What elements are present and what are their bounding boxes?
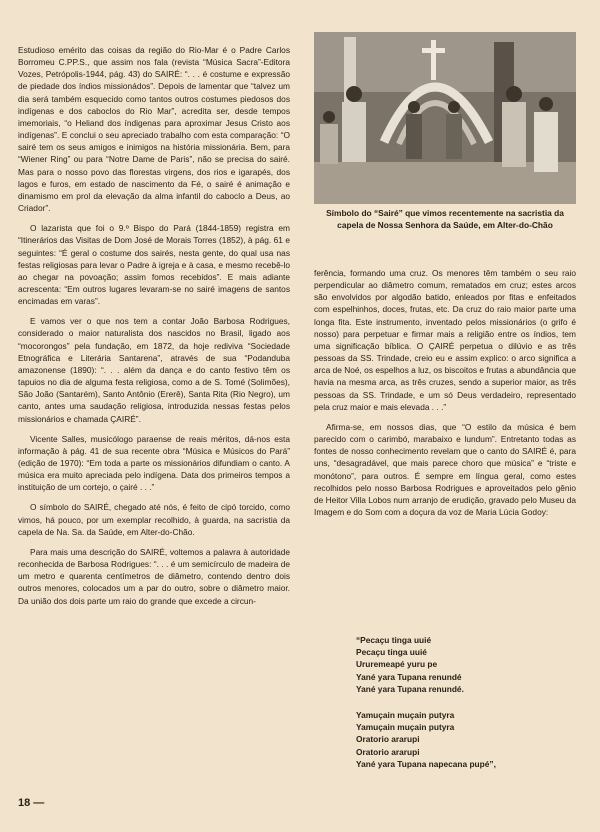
poem-line: Yamuçain muçain putyra xyxy=(356,722,455,733)
poem-line: Pecaçu tinga uuié xyxy=(356,647,427,658)
paragraph: Vicente Salles, musicólogo paraense de reais méritos, dá-nos esta informação à pág. 41 de sua recente obra “Música e Músicos do Pará” (edição de 1970): “Em toda a parte os missionários difundiam o canto. A música era muito apreciada pelo indígena. Data dos primeiros tempos a instituição de um cortejo, o çairé . . .” xyxy=(18,433,290,493)
sairé-photograph xyxy=(314,32,576,204)
paragraph: Afirma-se, em nossos dias, que “O estilo da música é bem parecido com o carimbó, marabaixo e lundum”. Entretanto todas as fontes de nosso conhecimento revelam que o canto do SAIRÉ é, para uns, “desagradável, que mais parece choro que música” e “triste e monótono”, para outros. É sempre em língua geral, como estes recolhidos pelo nosso Barbosa Rodrigues e aproveitados pelo gênio de Heitor Villa Lobos num arranjo de erudição, gravado pelo Museu da Imagem e do Som com a doçura da voz de Maria Lúcia Godoy: xyxy=(314,421,576,517)
paragraph: O símbolo do SAIRÉ, chegado até nós, é feito de cipó torcido, como vimos, há pouco, por um exemplar recolhido, à guarda, na sacristia da capela de Na. Sa. da Saúde, em Alter-do-Chão. xyxy=(18,502,290,537)
poem-line: “Pecaçu tinga uuié xyxy=(356,635,432,645)
poem-stanza xyxy=(356,634,586,695)
poem-line: Yané yara Tupana renundé xyxy=(356,671,462,682)
poem-block xyxy=(356,634,586,784)
poem-line: Yamuçain muçain putyra xyxy=(356,710,455,721)
poem-line: Yané yara Tupana renundé. xyxy=(356,683,464,694)
paragraph: E vamos ver o que nos tem a contar João Barbosa Rodrigues, considerado o maior naturalista dos nascidos no Brasil, ligado aos “mocorongos” pela fundação, em 1872, da hoje rediviva “Sociedade Etnográfica e Literária Santarena”, através de sua “Podanduba amazonense (1890): “. . . além da dança e do canto festivo têm os tapuios no dia de alguma festa religiosa, como a de S. Tomé (Solimões), São João (Santarém), Santo Antônio (Ererê), Santa Rita (Rio Negro), um canto, antes uma saudação religiosa, introduzida nessas festas pelos missionários e chamada ÇAIRÉ”. xyxy=(18,316,290,424)
poem-line: Oratorio ararupi xyxy=(356,734,420,745)
poem-line: Ururemeapé yuru pe xyxy=(356,659,438,670)
paragraph: O lazarista que foi o 9.º Bispo do Pará (1844-1859) registra em “Itinerários das Visitas de Dom José de Morais Torres (1852), à pág. 61 e seguintes: “É geral o costume dos sairés, nesta gente, do qual usa nas festas religiosas para levar o Padre à igreja e à casa, e mesmo recebê-lo ao chegar na povoação; assim fomos recebidos”. E mais adiante acrescenta: “Em outros lugares levaram-se no sairé imagens de santos encimadas em varas”. xyxy=(18,223,290,307)
paragraph: Estudioso emérito das coisas da região do Rio-Mar é o Padre Carlos Borromeu C.PP.S., que assim nos fala (revista “Música Sacra”-Editora Vozes, Petrópolis-1944, pág. 43) do SAIRÉ: “. . . é costume e expressão de piedade dos índios missionádos”. Depois de lamentar que “talvez um dia será também esquecido como tantos outros costumes piedosos dos indígenas e dos caboclos do Rio Mar”, acredita ser, desde tempos imemoriais, “o Heliand dos índigenas para aproximar Jesus Cristo aos indígenas”. E conclui o seu apreciado trabalho com esta comparação: “O sairé tem os seus amigos e inimigos na história missionária. Bem, para “Wiener Ring” ou para “Notre Dame de Paris”, não se precisa do sairé. Mas para o nosso povo das florestas virgens, dos rios e igarapés, dos lagos e furos, em estado de nascimento da Fé, o sairé é animação e dinamismo em prol da elevação da alma infantil do caboclo a Deus, ao Criador”. xyxy=(18,45,290,214)
paragraph: Para mais uma descrição do SAIRÉ, voltemos a palavra à autoridade reconhecida de Barbosa Rodrigues: “. . . é um semicírculo de madeira de um metro e quarenta centímetros de diâmetro, contendo dentro dois outros menores, colocados um a par do outro, sobre o diâmetro maior. Da união dos dois parte um raio do grande que excede a circun- xyxy=(18,546,290,606)
page-number: 18 — xyxy=(18,797,45,809)
poem-stanza xyxy=(356,709,586,770)
photo-illustration xyxy=(314,32,576,204)
right-text-column xyxy=(314,267,576,518)
left-text-column xyxy=(18,44,290,607)
poem-line: Oratorio ararupi xyxy=(356,746,420,757)
paragraph: ferência, formando uma cruz. Os menores têm também o seu raio perpendicular ao diâmetro comum, rematados em cruz; estes arcos são envolvidos por algodão batido, enleados por fitas e enfeitados com espelhinhos, doces, frutas, etc. Da cruz do raio maior parte uma longa fita. Este instrumento, inventado pelos missionários (o grifo é nosso) para perpetuar e firmar mais a religião entre os índios, tem uma significação bíblica. O ÇAIRÉ perpetua o dilúvio e as três pessoas da SS. Trindade, creio eu e assim explico: o arco significa a arca de Noé, os espelhos a luz, os biscoitos e frutas a abundância que havia na mesma arca, as três cruzes, sendo a superior maior, as três pessoas da SS. Trindade, e um só Deus verdadeiro, representado pela cruz maior e mais elevada . . .” xyxy=(314,268,576,412)
photo-caption: Símbolo do “Sairé” que vimos recentemente na sacristia da capela de Nossa Senhora da Saúde, em Alter-do-Chão xyxy=(326,208,564,230)
poem-line: Yané yara Tupana napecana pupé”, xyxy=(356,758,496,769)
